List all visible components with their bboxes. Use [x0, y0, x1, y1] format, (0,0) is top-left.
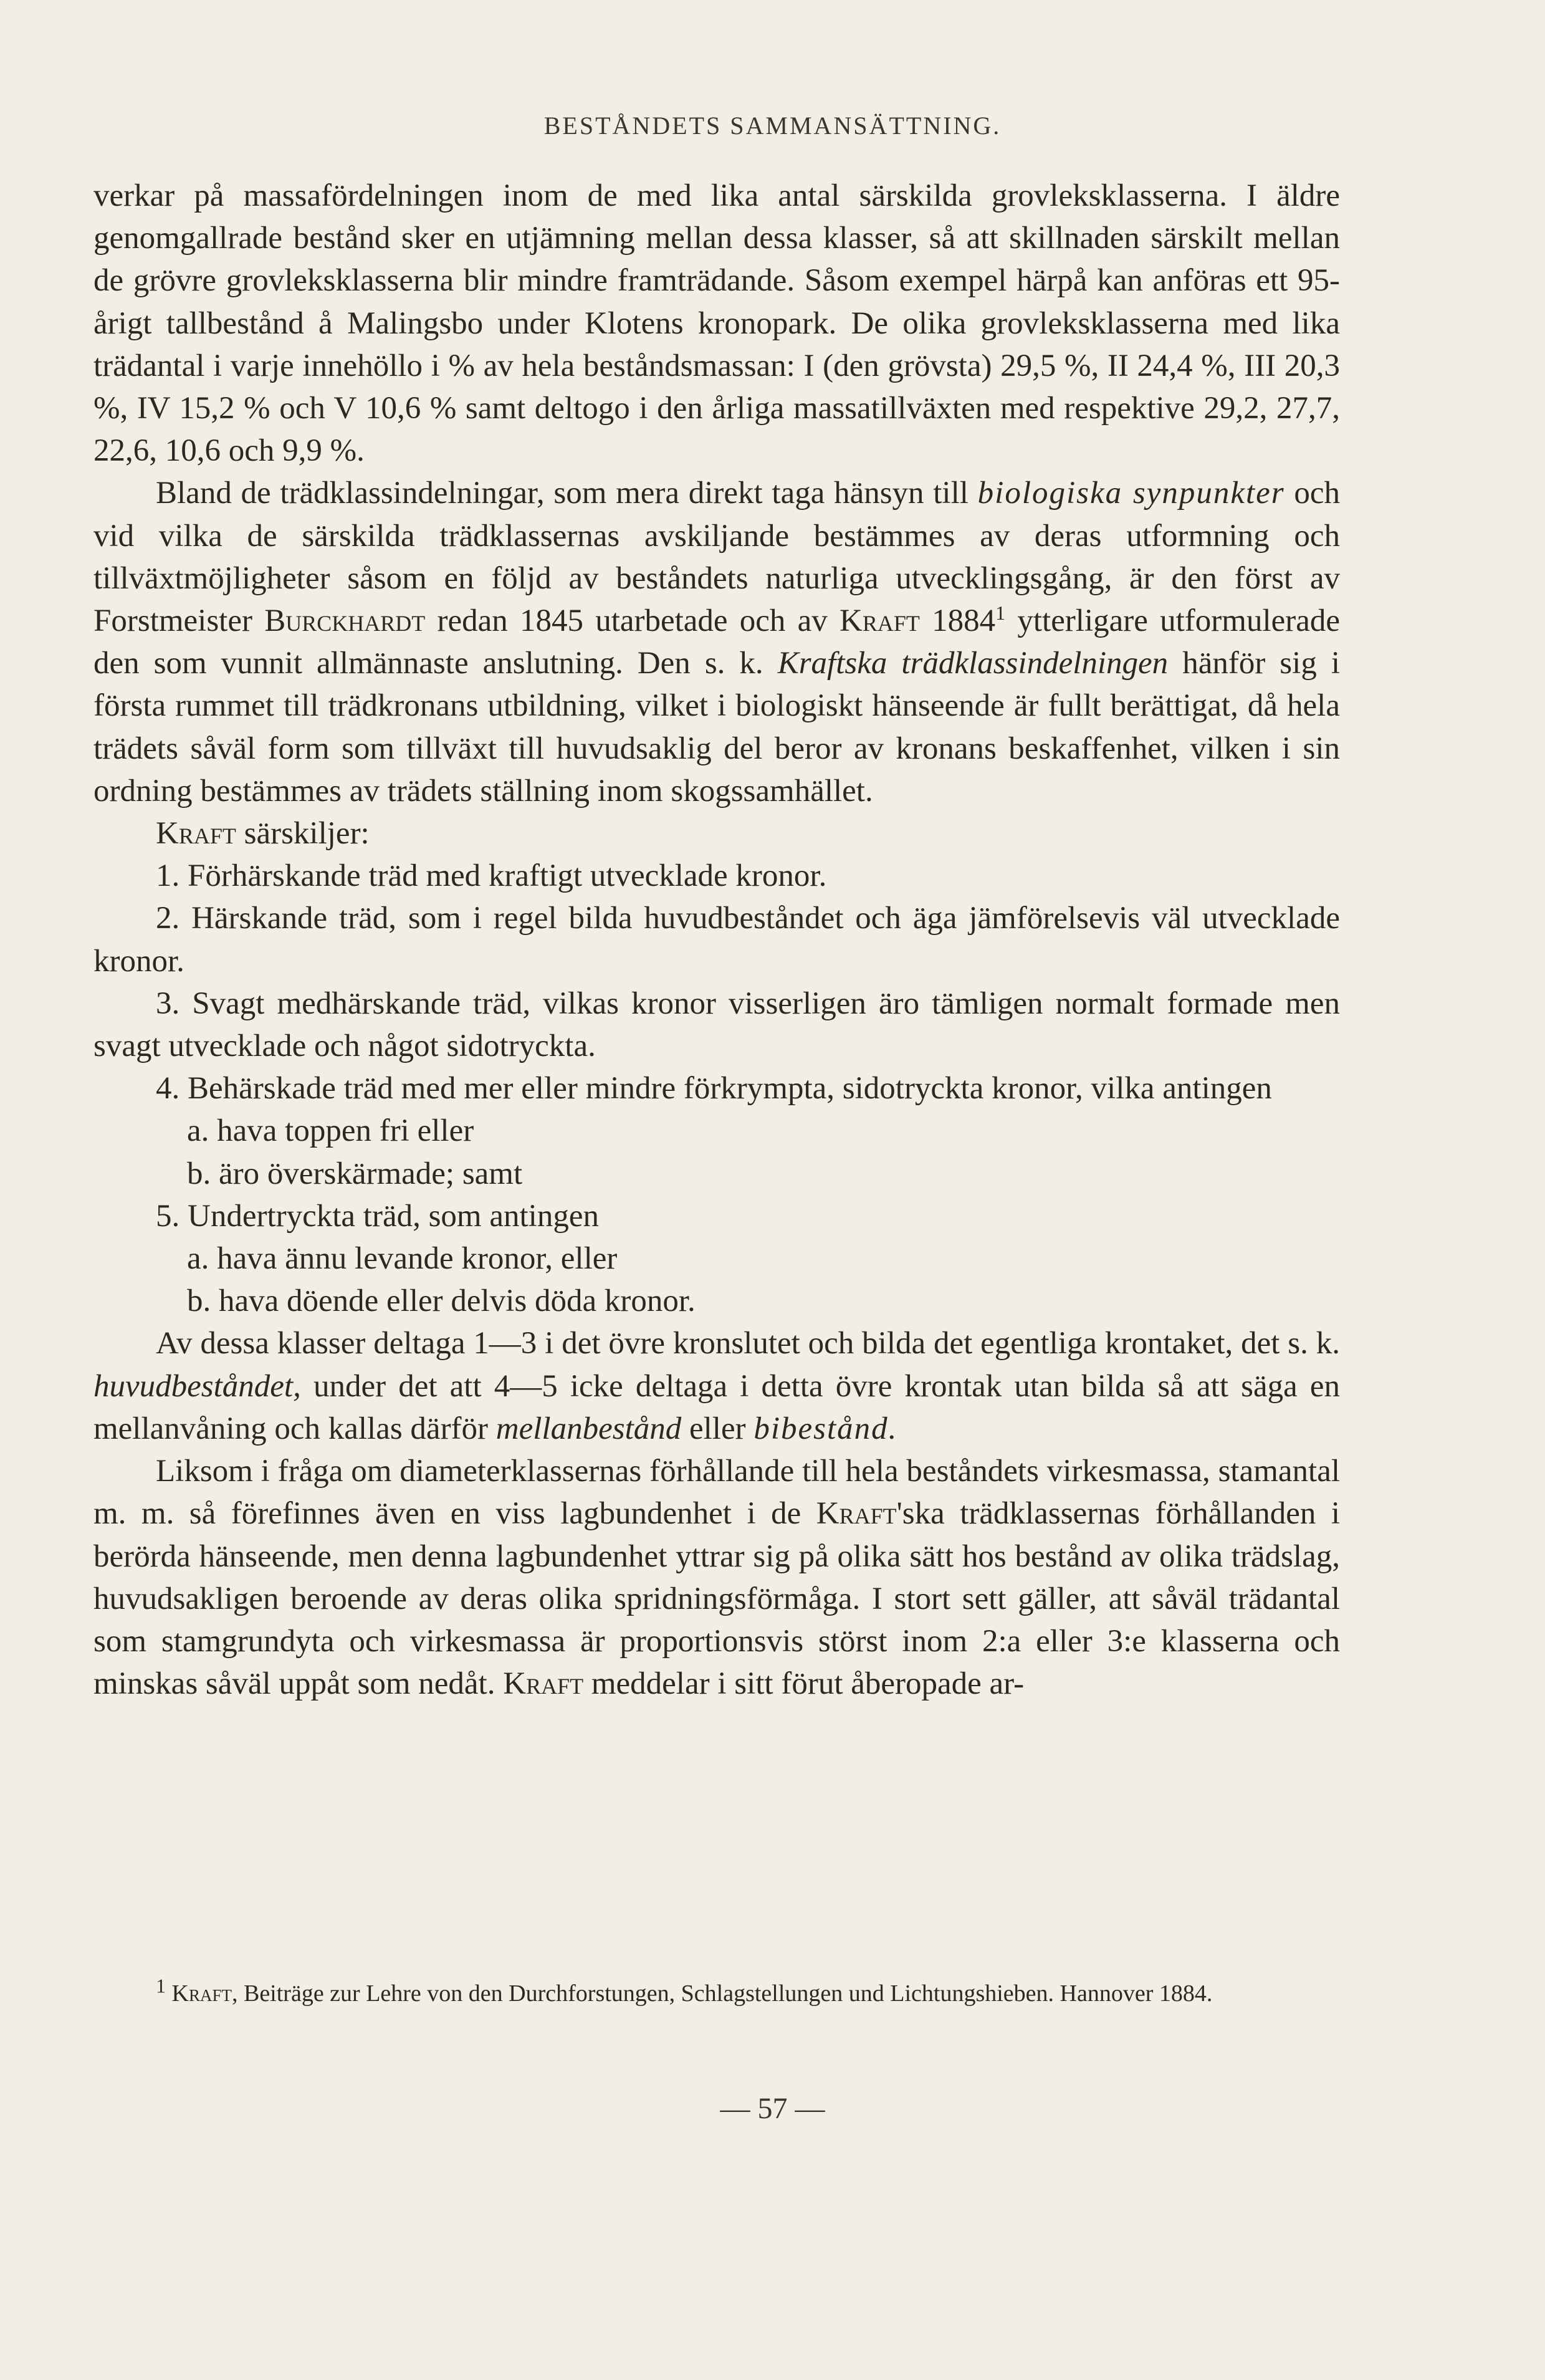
text-span: redan 1845 utarbetade och av [425, 603, 840, 639]
list-item-4b: b. äro överskärmade; samt [187, 1156, 523, 1191]
paragraph-2 [93, 472, 1340, 812]
name-kraft: Kraft [156, 816, 236, 852]
footnote-author: Kraft [171, 1980, 232, 2007]
text-span: under det att 4—5 icke deltaga i detta övre krontak utan bilda så att säga en mellanvåning och kallas därför [93, 1368, 1340, 1446]
emphasis-bibestand: bibestånd. [753, 1411, 898, 1446]
text-span: och vid vilka de särskilda trädklassernas avskiljande bestämmes av deras utformning och tillväxtmöjligheter såsom en följd av beståndets naturliga utvecklingsgång, är den först av Forstmeister [93, 476, 1340, 639]
running-head: BESTÅNDETS SAMMANSÄTTNING. [543, 112, 1002, 140]
footnote-text: , Beiträge zur Lehre von den Durchforstungen, Schlagstellungen und Lichtungshieben. Hannover 1884. [231, 1980, 1213, 2007]
paragraph-1: verkar på massafördelningen inom de med lika antal särskilda grovleksklasserna. I äldre genomgallrade bestånd sker en utjämning mellan dessa klasser, så att skillnaden särskilt mellan de grövre grovleksklasserna blir mindre framträdande. Såsom exempel härpå kan anföras ett 95-årigt tallbestånd å Malingsbo under Klotens kronopark. De olika grovleksklasserna med lika trädantal i varje innehöllo i % av hela beståndsmassan: I (den grövsta) 29,5 %, II 24,4 %, III 20,3 %, IV 15,2 % och V 10,6 % samt deltogo i den årliga massatillväxten med respektive 29,2, 27,7, 22,6, 10,6 och 9,9 %. [93, 178, 1340, 469]
text-span: Av dessa klasser deltaga 1—3 i det övre kronslutet och bilda det egentliga krontaket, det s. k. [156, 1326, 1340, 1361]
text-span: hänför sig i första rummet till trädkronans utbildning, vilket i biologiskt hänseende är fullt berättigat, då hela trädets såväl form som tillväxt till huvudsaklig del beror av kronans beskaffenhet, vilken i sin ordning bestämmes av trädets ställning inom skogssamhället. [93, 646, 1340, 809]
paragraph-5 [93, 1450, 1340, 1705]
text-span: ytterligare utformulerade den som vunnit allmännaste anslutning. Den s. k. [93, 603, 1341, 681]
name-burckhardt: Burckhardt [264, 603, 426, 639]
text-span: 1884 [919, 603, 996, 639]
page-number: — 57 — [720, 2092, 825, 2125]
text-span: Liksom i fråga om diameterklassernas förhållande till hela beståndets virkesmassa, stamantal m. m. så förefinnes även en viss lagbundenhet i de [93, 1454, 1340, 1532]
list-item-2: 2. Härskande träd, som i regel bilda huvudbeståndet och äga jämförelsevis väl utvecklade kronor. [93, 901, 1340, 979]
footnotes [93, 1976, 1340, 2011]
paragraph-4 [93, 1322, 1340, 1450]
body-text [93, 175, 1340, 1705]
text-span: 'ska trädklassernas förhållanden i berörda hänseende, men denna lagbundenhet yttrar sig på olika sätt hos bestånd av olika trädslag, huvudsakligen beroende av deras olika spridningsförmåga. I stort sett gäller, att såväl trädantal som stamgrundyta och virkesmassa är proportionsvis störst inom 2:a eller 3:e klasserna och minskas såväl uppåt som nedåt. [93, 1496, 1340, 1702]
emphasis-kraftska: Kraftska trädklassindelningen [777, 646, 1169, 681]
footnote-mark: 1 [156, 1974, 166, 1997]
list-item-3: 3. Svagt medhärskande träd, vilkas kronor visserligen äro tämligen normalt formade men svagt utvecklade och något sidotryckta. [93, 986, 1340, 1064]
text-span: särskiljer: [236, 816, 370, 852]
list-item-1: 1. Förhärskande träd med kraftigt utvecklade kronor. [156, 858, 827, 894]
name-kraft: Kraft [816, 1496, 897, 1532]
list-item-5a: a. hava ännu levande kronor, eller [187, 1241, 618, 1277]
text-span: meddelar i sitt förut åberopade ar- [583, 1666, 1025, 1702]
paragraph-3 [93, 812, 1340, 855]
emphasis-mellanbestand: mellanbestånd [495, 1411, 682, 1446]
name-kraft: Kraft [839, 603, 920, 639]
name-kraft: Kraft [503, 1666, 584, 1702]
emphasis-huvudbestandet: huvudbeståndet, [93, 1368, 301, 1404]
list-item-4a: a. hava toppen fri eller [187, 1113, 474, 1149]
list-item-4: 4. Behärskade träd med mer eller mindre förkrympta, sidotryckta kronor, vilka antingen [156, 1071, 1272, 1106]
list-item-5b: b. hava döende eller delvis döda kronor. [187, 1284, 696, 1319]
footnote-1 [93, 1976, 1340, 2011]
list-item-5: 5. Undertryckta träd, som antingen [156, 1198, 599, 1234]
emphasis-biologiska: biologiska synpunkter [977, 476, 1285, 511]
text-span: Bland de trädklassindelningar, som mera direkt taga hänsyn till [156, 476, 978, 511]
text-span: eller [681, 1411, 754, 1446]
footnote-reference: 1 [995, 602, 1006, 625]
